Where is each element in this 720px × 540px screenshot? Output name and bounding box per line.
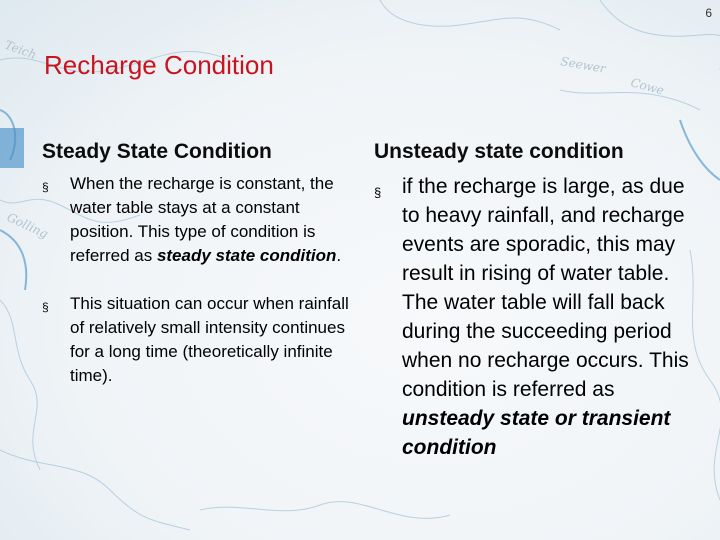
unsteady-state-heading: Unsteady state condition	[374, 140, 624, 163]
unsteady-bullet-1	[374, 172, 694, 462]
steady-state-column	[42, 140, 354, 412]
svg-text:Teich: Teich	[2, 37, 39, 62]
steady-bullet-1-tail: .	[336, 246, 342, 265]
steady-bullet-2-text: This situation can occur when rainfall of relatively small intensity continues for a long time (theoretically infinite time).	[70, 294, 349, 385]
bullet-mark: §	[42, 300, 49, 314]
slide-number: 6	[705, 6, 712, 20]
steady-bullet-1-emphasis: steady state condition	[156, 246, 337, 265]
unsteady-bullet-1-text: if the recharge is large, as due to heavy rainfall, and recharge events are sporadic, this may result in rising of water table. The water table will fall back during the succeeding period when no recharge occurs. This condition is referred as	[402, 175, 689, 401]
slide-title: Recharge Condition	[44, 50, 274, 80]
unsteady-bullet-1-emphasis: unsteady state or transient condition	[402, 407, 671, 459]
steady-bullet-2	[42, 292, 354, 388]
steady-state-heading: Steady State Condition	[42, 140, 272, 163]
bullet-mark: §	[42, 180, 49, 194]
steady-bullet-1	[42, 172, 354, 268]
bullet-mark: §	[374, 185, 382, 200]
steady-bullet-1-text: When the recharge is constant, the water table stays at a constant position. This type of condition is referred as	[70, 174, 334, 265]
svg-text:Seewer: Seewer	[559, 54, 607, 76]
svg-text:Cowe: Cowe	[629, 75, 666, 98]
unsteady-state-column	[374, 140, 694, 462]
svg-text:Golling: Golling	[4, 210, 51, 242]
